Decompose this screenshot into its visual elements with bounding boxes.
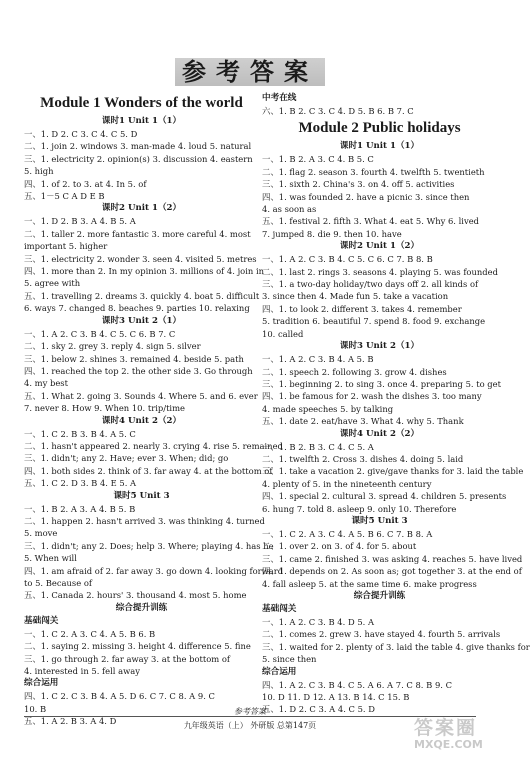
watermark-line-2: MXQE.COM [414, 738, 483, 751]
answer-line: 五、1. Canada 2. hours' 3. thousand 4. most 5. home [24, 590, 247, 601]
page-title: 参考答案 [182, 58, 318, 86]
answer-line: 四、1. be famous for 2. wash the dishes 3. too many [262, 391, 482, 402]
answer-line: 二、1. join 2. windows 3. man-made 4. loud 5. natural [24, 141, 252, 152]
answer-line: 四、1. both sides 2. think of 3. far away 4. at the bottom of [24, 465, 273, 476]
answer-line: 三、1. beginning 2. to sing 3. once 4. preparing 5. to get [262, 378, 501, 389]
answer-line: 三、1. didn't; any 2. Does; help 3. Where; playing 4. has he [24, 540, 274, 551]
answer-line: 五、1. travelling 2. dreams 3. quickly 4. boat 5. difficult [24, 290, 260, 301]
answer-line: 一、1. C 2. A 3. C 4. A 5. B 6. B [24, 628, 156, 639]
footer-book-info: 九年级英语（上） 外研版 总第147页 [183, 721, 317, 730]
right-column [262, 92, 530, 716]
answer-line: 5. move [24, 528, 58, 539]
answer-line: 四、1. reached the top 2. the other side 3. Go through [24, 365, 253, 376]
answer-line: 四、1. of 2. to 3. at 4. In 5. of [24, 178, 147, 189]
lesson-heading: 课时5 Unit 3 [113, 490, 170, 501]
watermark-line-1: 答案圈 [414, 717, 478, 739]
answer-line: 5. high [24, 166, 54, 177]
subsection-heading: 中考在线 [262, 93, 297, 103]
answer-line: 一、1. A 2. C 3. B 4. D 5. A [262, 617, 375, 627]
answer-line: 二、1. taller 2. more fantastic 3. more careful 4. most [24, 228, 251, 239]
answer-line: 五、1. A 2. B 3. A 4. D [24, 716, 117, 727]
right-answer-list [262, 140, 530, 715]
answer-line: 三、1. below 2. shines 3. remained 4. beside 5. path [24, 353, 244, 364]
lesson-heading: 课时3 Unit 2（1） [339, 341, 420, 352]
answer-line: 二、1. twelfth 2. Cross 3. dishes 4. doing 5. laid [262, 453, 464, 464]
lesson-heading: 课时5 Unit 3 [351, 515, 408, 526]
answer-line: 三、1. a two-day holiday/two days off 2. all kinds of [262, 279, 479, 290]
answer-line: 三、1. go through 2. far away 3. at the bottom of [24, 653, 231, 664]
answer-line: 4. plenty of 5. in the nineteenth century [262, 478, 432, 489]
answer-line: to 5. Because of [24, 578, 92, 588]
answer-line: 10. B [24, 703, 47, 714]
answer-line: 二、1. flag 2. season 3. fourth 4. twelfth 5. twentieth [262, 166, 485, 177]
answer-line: 四、1. depends on 2. As soon as; got together 3. at the end of [262, 566, 522, 577]
answer-line: 四、1. to look 2. different 3. takes 4. remember [262, 303, 462, 314]
answer-line: 一、1. A 2. C 3. B 4. A 5. B [262, 354, 374, 365]
subsection-heading: 综合运用 [262, 666, 297, 677]
answer-line: 二、1. speech 2. following 3. grow 4. dishes [262, 366, 447, 377]
answer-line: 二、1. sky 2. grey 3. reply 4. sign 5. silver [24, 341, 201, 352]
answer-line: 四、1. am afraid of 2. far away 3. go down 4. looking forward [24, 565, 284, 576]
answer-line: 4. interested in 5. fell away [24, 666, 140, 677]
answer-line: 6. ways 7. changed 8. beaches 9. parties 10. relaxing [24, 303, 250, 314]
lesson-heading: 课时2 Unit 1（2） [101, 203, 182, 214]
answer-line: 三、1. didn't; any 2. Have; ever 3. When; did; go [24, 453, 229, 464]
lesson-heading: 课时4 Unit 2（2） [101, 415, 182, 426]
answer-line: 4. my best [24, 378, 68, 389]
answer-line: 一、1. A 2. C 3. B 4. C 5. C 6. B 7. C [24, 328, 176, 339]
answer-line: 4. made speeches 5. by talking [262, 403, 394, 414]
right-pre-list [262, 92, 497, 117]
lesson-heading: 课时1 Unit 1（1） [339, 141, 420, 152]
answer-line: 5. agree with [24, 278, 81, 289]
answer-line: 二、1. hasn't appeared 2. nearly 3. crying 4. rise 5. remained [24, 440, 283, 451]
lesson-heading: 综合提升训练 [353, 591, 406, 601]
answer-line: 三、1. take a vacation 2. give/gave thanks for 3. laid the table [262, 466, 524, 477]
answer-line: 四、1. more than 2. In my opinion 3. millions of 4. join in [24, 266, 265, 277]
answer-line: 五、1. date 2. eat/have 3. What 4. why 5. Thank [262, 416, 464, 427]
subsection-heading: 基础闯关 [262, 604, 297, 614]
answer-line: 四、1. special 2. cultural 3. spread 4. children 5. presents [262, 491, 507, 502]
answer-line: 三、1. waited for 2. plenty of 3. laid the table 4. give thanks for [262, 641, 530, 652]
answer-line: 一、1. C 2. B 3. B 4. A 5. C [24, 428, 136, 439]
answer-line: 五、1. D 2. C 3. A 4. C 5. D [262, 704, 375, 715]
answer-line: 二、1. over 2. on 3. of 4. for 5. about [262, 541, 417, 552]
module-2-heading: Module 2 Public holidays [298, 120, 461, 137]
answer-line: 5. tradition 6. beautiful 7. spend 8. food 9. exchange [262, 316, 486, 327]
answer-line: 10. D 11. D 12. A 13. B 14. C 15. B [262, 692, 410, 703]
answer-line: 5. When will [24, 553, 77, 564]
module-1-heading: Module 1 Wonders of the world [40, 95, 243, 111]
answer-line: 二、1. comes 2. grew 3. have stayed 4. fourth 5. arrivals [262, 629, 501, 640]
answer-line: important 5. higher [24, 241, 108, 252]
answer-line: 7. jumped 8. die 9. then 10. have [262, 228, 402, 239]
answer-line: 一、1. B 2. B 3. C 4. C 5. A [262, 441, 374, 452]
answer-line: 五、1. festival 2. fifth 3. What 4. eat 5. Why 6. lived [262, 216, 480, 227]
subsection-heading: 综合运用 [24, 678, 59, 689]
answer-line: 六、1. B 2. C 3. C 4. D 5. B 6. B 7. C [262, 106, 414, 116]
answer-line: 4. as soon as [262, 204, 317, 215]
answer-line: 3. since then 4. Made fun 5. take a vacation [262, 291, 449, 302]
answer-line: 二、1. happen 2. hasn't arrived 3. was thinking 4. turned [24, 515, 265, 526]
answer-line: 五、1. What 2. going 3. Sounds 4. Where 5. and 6. ever [24, 390, 258, 401]
footer-running-title: 参考答案 [234, 707, 266, 716]
answer-line: 四、1. A 2. C 3. B 4. C 5. A 6. A 7. C 8. B 9. C [262, 679, 453, 690]
lesson-heading: 课时2 Unit 1（2） [339, 241, 420, 252]
answer-line: 一、1. C 2. A 3. C 4. A 5. B 6. C 7. B 8. A [262, 528, 433, 539]
subsection-heading: 基础闯关 [24, 615, 59, 626]
lesson-heading: 课时4 Unit 2（2） [339, 428, 420, 439]
answer-line: 10. called [262, 328, 304, 339]
answer-line: 一、1. D 2. C 3. C 4. C 5. D [24, 129, 138, 139]
answer-line: 二、1. saying 2. missing 3. height 4. difference 5. fine [24, 641, 251, 652]
answer-line: 三、1. electricity 2. opinion(s) 3. discussion 4. eastern [24, 153, 253, 164]
answer-line: 一、1. A 2. C 3. B 4. C 5. C 6. C 7. B 8. B [262, 254, 433, 265]
answer-line: 三、1. sixth 2. China's 3. on 4. off 5. activities [262, 179, 455, 190]
answer-line: 五、1－5 C A D E B [24, 191, 105, 202]
answer-line: 一、1. B 2. A 3. A 4. B 5. B [24, 503, 136, 514]
lesson-heading: 综合提升训练 [115, 602, 168, 613]
answer-line: 4. fall asleep 5. at the same time 6. make progress [262, 578, 477, 589]
answer-line: 二、1. last 2. rings 3. seasons 4. playing 5. was founded [262, 266, 498, 277]
answer-line: 一、1. D 2. B 3. A 4. B 5. A [24, 216, 136, 227]
answer-line: 三、1. came 2. finished 3. was asking 4. reaches 5. have lived [262, 553, 523, 564]
lesson-heading: 课时3 Unit 2（1） [101, 315, 182, 326]
answer-line: 四、1. C 2. C 3. B 4. A 5. D 6. C 7. C 8. A 9. C [24, 691, 215, 702]
lesson-heading: 课时1 Unit 1（1） [101, 116, 182, 126]
answer-line: 6. hung 7. told 8. asleep 9. only 10. Therefore [262, 503, 457, 514]
answer-line: 一、1. B 2. A 3. C 4. B 5. C [262, 154, 374, 165]
footer-divider [24, 716, 476, 717]
watermark-logo [414, 718, 492, 756]
answer-line: 7. never 8. How 9. When 10. trip/time [24, 403, 186, 414]
answer-line: 四、1. was founded 2. have a picnic 3. since then [262, 191, 470, 202]
answer-line: 五、1. C 2. D 3. B 4. E 5. A [24, 478, 137, 489]
answer-line: 5. since then [262, 654, 317, 665]
answer-line: 三、1. electricity 2. wonder 3. seen 4. visited 5. metres [24, 253, 257, 264]
